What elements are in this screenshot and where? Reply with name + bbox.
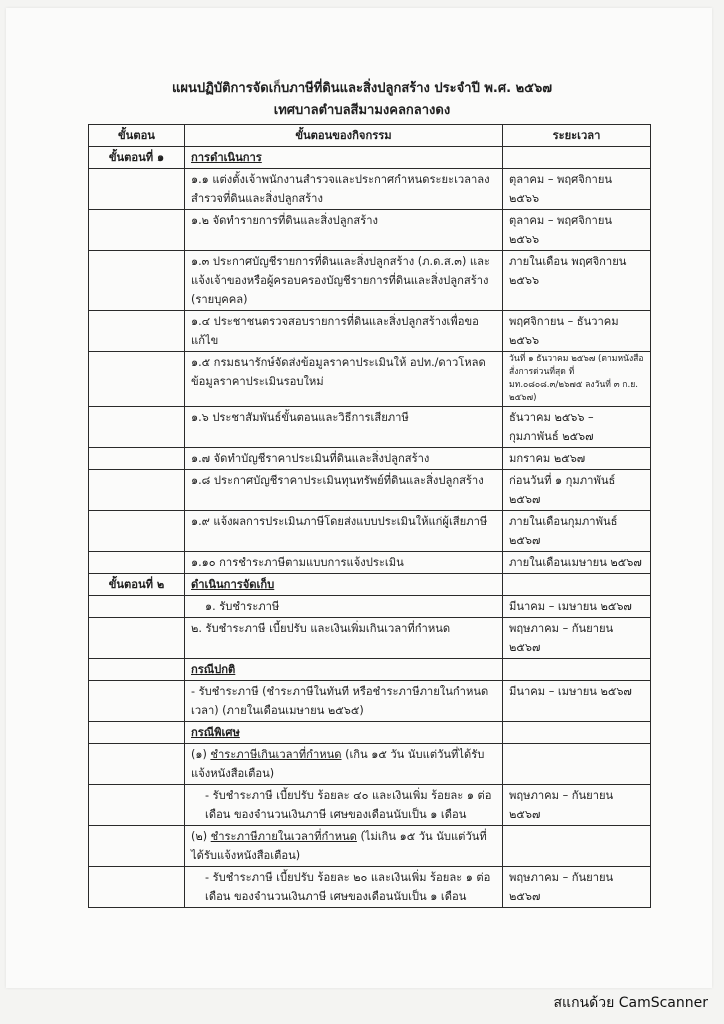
special-case-heading xyxy=(185,722,503,744)
table-row xyxy=(89,722,651,744)
period-cell: มกราคม ๒๕๖๗ xyxy=(503,448,651,470)
normal-case-heading xyxy=(185,659,503,681)
period-cell: พฤษภาคม – กันยายน ๒๕๖๗ xyxy=(503,618,651,659)
stage-1-heading-text: การดำเนินการ xyxy=(191,151,262,164)
period-cell: ภายในเดือนกุมภาพันธ์ ๒๕๖๗ xyxy=(503,511,651,552)
plan-table xyxy=(88,124,651,908)
table-row xyxy=(89,511,651,552)
activity-cell: ๑.๘ ประกาศบัญชีราคาประเมินทุนทรัพย์ที่ดินและสิ่งปลูกสร้าง xyxy=(185,470,503,511)
period-cell: พฤศจิกายน – ธันวาคม ๒๕๖๖ xyxy=(503,311,651,352)
activity-cell: - รับชำระภาษี (ชำระภาษีในทันที หรือชำระภาษีภายในกำหนดเวลา) (ภายในเดือนเมษายน ๒๕๖๕) xyxy=(185,681,503,722)
period-cell: ธันวาคม ๒๕๖๖ – กุมภาพันธ์ ๒๕๖๗ xyxy=(503,407,651,448)
table-header-row xyxy=(89,125,651,147)
stage-1-heading xyxy=(185,147,503,169)
activity-cell: ๒. รับชำระภาษี เบี้ยปรับ และเงินเพิ่มเกินเวลาที่กำหนด xyxy=(185,618,503,659)
scanner-watermark: สแกนด้วย CamScanner xyxy=(553,995,708,1011)
period-cell xyxy=(503,826,651,867)
period-cell: ภายในเดือน พฤศจิกายน ๒๕๖๖ xyxy=(503,251,651,311)
table-row xyxy=(89,659,651,681)
table-row xyxy=(89,210,651,251)
special-case-2-title: ชำระภาษีภายในเวลาที่กำหนด xyxy=(210,830,357,843)
activity-cell: ๑. รับชำระภาษี xyxy=(185,596,503,618)
table-row xyxy=(89,352,651,407)
period-cell: มีนาคม – เมษายน ๒๕๖๗ xyxy=(503,596,651,618)
stage-2-heading-text: ดำเนินการจัดเก็บ xyxy=(191,578,275,591)
period-cell: วันที่ ๑ ธันวาคม ๒๕๖๗ (ตามหนังสือสั่งการด่วนที่สุด ที่ มท.๐๘๐๘.๓/๒๖๗๕ ลงวันที่ ๓ ก.ย. ๒๕๖๗) xyxy=(503,352,651,407)
stage-2-label: ขั้นตอนที่ ๒ xyxy=(89,574,185,596)
activity-cell: ๑.๓ ประกาศบัญชีรายการที่ดินและสิ่งปลูกสร้าง (ภ.ด.ส.๓) และแจ้งเจ้าของหรือผู้ครอบครองบัญชีรายการที่ดินและสิ่งปลูกสร้าง (รายบุคคล) xyxy=(185,251,503,311)
table-row xyxy=(89,552,651,574)
period-cell: พฤษภาคม – กันยายน ๒๕๖๗ xyxy=(503,785,651,826)
activity-cell: ๑.๒ จัดทำรายการที่ดินและสิ่งปลูกสร้าง xyxy=(185,210,503,251)
table-row xyxy=(89,785,651,826)
document-title: แผนปฏิบัติการจัดเก็บภาษีที่ดินและสิ่งปลูกสร้าง ประจำปี พ.ศ. ๒๕๖๗ xyxy=(171,81,553,96)
activity-cell: ๑.๕ กรมธนารักษ์จัดส่งข้อมูลราคาประเมินให้ อปท./ดาวโหลดข้อมูลราคาประเมินรอบใหม่ xyxy=(185,352,503,407)
activity-cell: ๑.๑ แต่งตั้งเจ้าพนักงานสำรวจและประกาศกำหนดระยะเวลาลงสำรวจที่ดินและสิ่งปลูกสร้าง xyxy=(185,169,503,210)
table-row xyxy=(89,470,651,511)
special-case-2-prefix: (๒) xyxy=(191,830,211,843)
stage-1-label: ขั้นตอนที่ ๑ xyxy=(89,147,185,169)
header-period: ระยะเวลา xyxy=(503,125,651,147)
special-case-1-prefix: (๑) xyxy=(191,748,211,761)
table-row xyxy=(89,407,651,448)
header-activity: ขั้นตอนของกิจกรรม xyxy=(185,125,503,147)
table-row xyxy=(89,744,651,785)
period-cell xyxy=(503,722,651,744)
table-row xyxy=(89,448,651,470)
table-row xyxy=(89,618,651,659)
table-row xyxy=(89,251,651,311)
table-row xyxy=(89,147,651,169)
stage-2-heading xyxy=(185,574,503,596)
table-row xyxy=(89,311,651,352)
table-row xyxy=(89,826,651,867)
special-case-2-detail: (ไม่เกิน ๑๕ วัน นับแต่วันที่ได้รับแจ้งหนังสือเตือน) xyxy=(191,830,487,862)
period-cell: พฤษภาคม – กันยายน ๒๕๖๗ xyxy=(503,867,651,908)
activity-cell: - รับชำระภาษี เบี้ยปรับ ร้อยละ ๒๐ และเงินเพิ่ม ร้อยละ ๑ ต่อเดือน ของจำนวนเงินภาษี เศษของเดือนนับเป็น ๑ เดือน xyxy=(185,867,503,908)
table-row xyxy=(89,681,651,722)
activity-cell: ๑.๑๐ การชำระภาษีตามแบบการแจ้งประเมิน xyxy=(185,552,503,574)
activity-cell: ๑.๗ จัดทำบัญชีราคาประเมินที่ดินและสิ่งปลูกสร้าง xyxy=(185,448,503,470)
special-case-1 xyxy=(185,744,503,785)
period-cell xyxy=(503,147,651,169)
period-cell xyxy=(503,659,651,681)
period-cell: ตุลาคม – พฤศจิกายน ๒๕๖๖ xyxy=(503,169,651,210)
period-cell: ก่อนวันที่ ๑ กุมภาพันธ์ ๒๕๖๗ xyxy=(503,470,651,511)
special-case-1-detail: (เกิน ๑๕ วัน นับแต่วันที่ได้รับแจ้งหนังสือเตือน) xyxy=(191,748,485,780)
activity-cell: ๑.๙ แจ้งผลการประเมินภาษีโดยส่งแบบประเมินให้แก่ผู้เสียภาษี xyxy=(185,511,503,552)
header-stage: ขั้นตอน xyxy=(89,125,185,147)
table-row xyxy=(89,574,651,596)
normal-case-heading-text: กรณีปกติ xyxy=(191,663,236,676)
activity-cell: ๑.๔ ประชาชนตรวจสอบรายการที่ดินและสิ่งปลูกสร้างเพื่อขอแก้ไข xyxy=(185,311,503,352)
activity-cell: ๑.๖ ประชาสัมพันธ์ขั้นตอนและวิธีการเสียภาษี xyxy=(185,407,503,448)
period-cell xyxy=(503,574,651,596)
document-subtitle: เทศบาลตำบลสีมามงคลกลางดง xyxy=(273,103,451,118)
activity-cell: - รับชำระภาษี เบี้ยปรับ ร้อยละ ๔๐ และเงินเพิ่ม ร้อยละ ๑ ต่อเดือน ของจำนวนเงินภาษี เศษของเดือนนับเป็น ๑ เดือน xyxy=(185,785,503,826)
table-row xyxy=(89,169,651,210)
special-case-heading-text: กรณีพิเศษ xyxy=(191,726,240,739)
table-row xyxy=(89,867,651,908)
special-case-1-title: ชำระภาษีเกินเวลาที่กำหนด xyxy=(210,748,342,761)
period-cell: มีนาคม – เมษายน ๒๕๖๗ xyxy=(503,681,651,722)
period-cell xyxy=(503,744,651,785)
special-case-2 xyxy=(185,826,503,867)
period-cell: ภายในเดือนเมษายน ๒๕๖๗ xyxy=(503,552,651,574)
period-cell: ตุลาคม – พฤศจิกายน ๒๕๖๖ xyxy=(503,210,651,251)
table-row xyxy=(89,596,651,618)
